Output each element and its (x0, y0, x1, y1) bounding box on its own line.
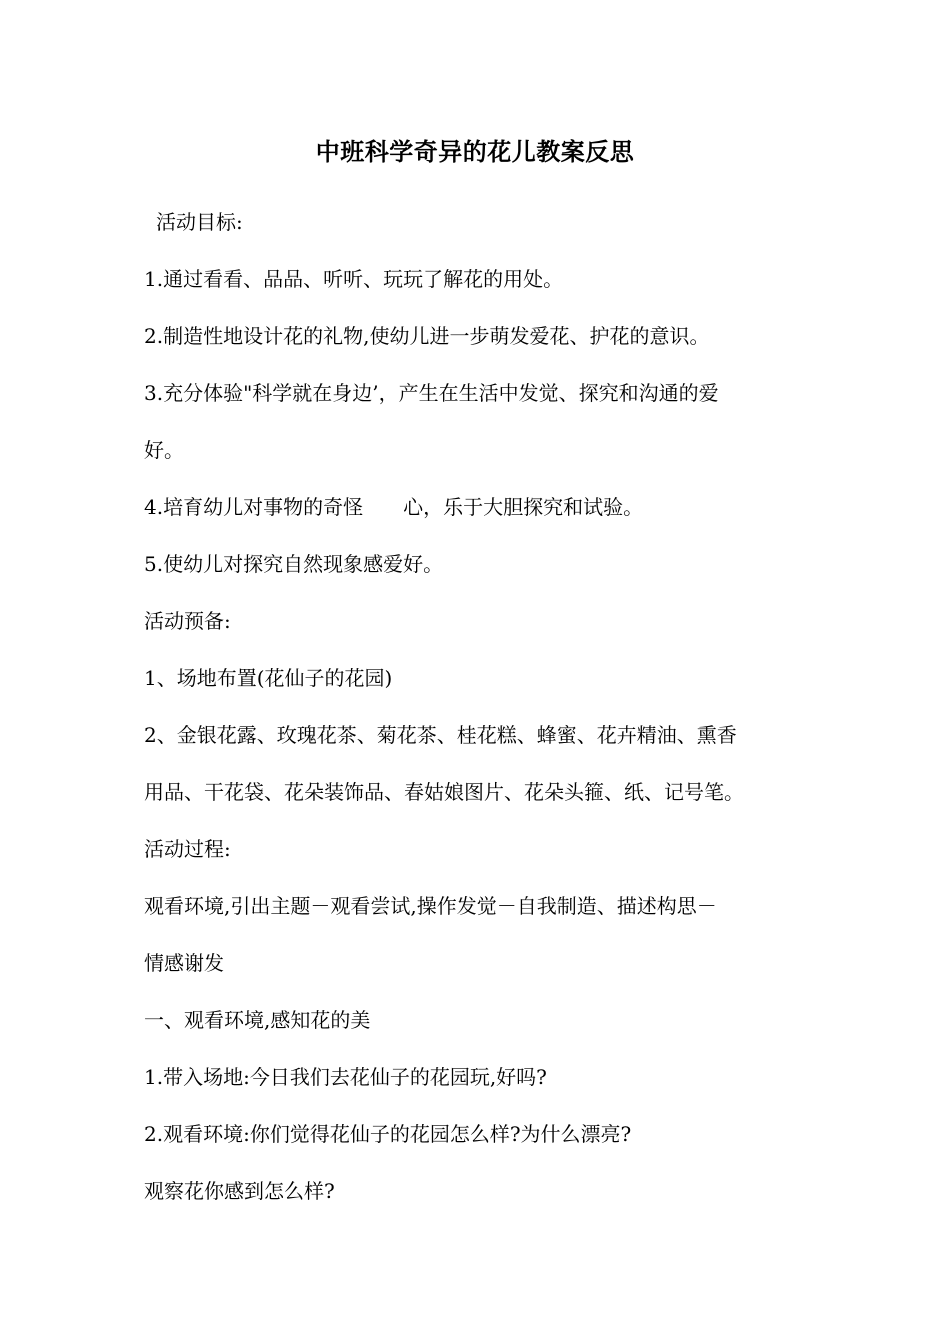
section-heading-goals: 活动目标: (156, 210, 243, 234)
section-heading-preparation: 活动预备: (144, 609, 231, 633)
paragraph-line: 好。 (144, 438, 184, 462)
paragraph-line: 观察花你感到怎么样? (144, 1179, 335, 1203)
document-title: 中班科学奇异的花儿教案反思 (315, 137, 635, 166)
paragraph-line: 2、金银花露、玫瑰花茶、菊花茶、桂花糕、蜂蜜、花卉精油、熏香 (144, 723, 737, 747)
paragraph-line: 3.充分体验"科学就在身边’，产生在生活中发觉、探究和沟通的爱 (144, 381, 719, 405)
paragraph-line: 1.通过看看、品品、听听、玩玩了解花的用处。 (144, 267, 564, 291)
section-heading-process: 活动过程: (144, 837, 231, 861)
paragraph-line: 1.带入场地:今日我们去花仙子的花园玩,好吗? (144, 1065, 547, 1089)
paragraph-line: 一、观看环境,感知花的美 (144, 1008, 371, 1032)
paragraph-line: 用品、干花袋、花朵装饰品、春姑娘图片、花朵头箍、纸、记号笔。 (144, 780, 744, 804)
paragraph-line: 2.观看环境:你们觉得花仙子的花园怎么样?为什么漂亮? (144, 1122, 632, 1146)
paragraph-line: 情感谢发 (144, 951, 224, 975)
paragraph-line: 4.培育幼儿对事物的奇怪 心，乐于大胆探究和试验。 (144, 495, 644, 519)
paragraph-line: 观看环境,引出主题－观看尝试,操作发觉－自我制造、描述构思－ (144, 894, 717, 918)
paragraph-line: 2.制造性地设计花的礼物,使幼儿进一步萌发爱花、护花的意识。 (144, 324, 710, 348)
paragraph-line: 1、场地布置(花仙子的花园) (144, 666, 393, 690)
paragraph-line: 5.使幼儿对探究自然现象感爱好。 (144, 552, 444, 576)
